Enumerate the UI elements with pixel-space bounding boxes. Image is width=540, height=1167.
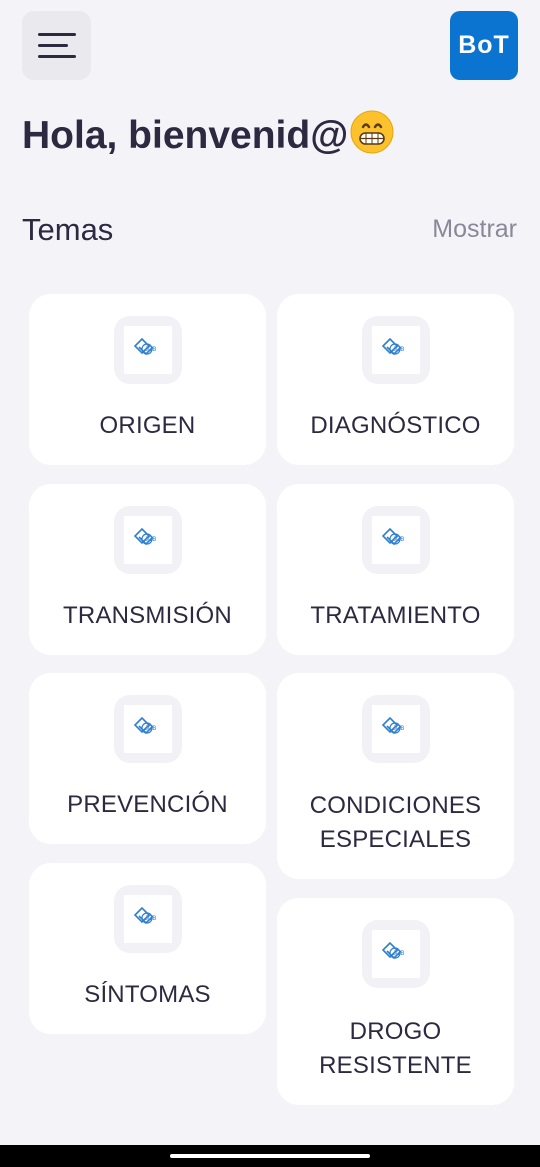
- topic-label-line: CONDICIONES: [309, 792, 482, 819]
- topic-card-diagnostico[interactable]: [277, 294, 514, 465]
- topic-icon-container: [114, 506, 182, 574]
- topic-card-tratamiento[interactable]: [277, 484, 514, 655]
- topic-card-sintomas[interactable]: [29, 863, 266, 1034]
- svg-text:JCB: JCB: [144, 916, 156, 922]
- topic-card-origen[interactable]: [29, 294, 266, 465]
- topic-label: TRANSMISIÓN: [63, 602, 232, 629]
- svg-text:JCB: JCB: [144, 537, 156, 543]
- jcb-logo-icon: [133, 337, 163, 363]
- topic-card-transmision[interactable]: [29, 484, 266, 655]
- topic-label: ORIGEN: [99, 412, 196, 439]
- bot-logo-text: BoT: [458, 31, 510, 59]
- topic-icon-container: [114, 885, 182, 953]
- home-indicator[interactable]: [170, 1154, 370, 1158]
- topic-card-prevencion[interactable]: [29, 673, 266, 844]
- topic-label: DIAGNÓSTICO: [310, 412, 481, 439]
- topic-label-line: RESISTENTE: [319, 1052, 472, 1079]
- topic-card-condiciones-especiales[interactable]: [277, 673, 514, 879]
- system-navigation-bar: [0, 1145, 540, 1167]
- svg-text:JCB: JCB: [392, 726, 404, 732]
- topic-icon-container: [362, 920, 430, 988]
- greeting-heading: [22, 110, 394, 160]
- greeting-text: Hola, bienvenid@: [22, 114, 349, 157]
- hamburger-menu-icon-bar: [38, 44, 68, 47]
- topic-label: [310, 789, 482, 857]
- jcb-logo-icon: [133, 527, 163, 553]
- jcb-logo-icon: [381, 337, 411, 363]
- topic-label: TRATAMIENTO: [310, 602, 481, 629]
- topic-icon-container: [362, 695, 430, 763]
- topics-section-title: Temas: [22, 212, 114, 247]
- show-topics-link[interactable]: Mostrar: [432, 215, 517, 243]
- jcb-logo-icon: [381, 716, 411, 742]
- jcb-logo-icon: [381, 941, 411, 967]
- topic-label: [319, 1015, 472, 1083]
- topic-card-drogo-resistente[interactable]: [277, 898, 514, 1105]
- menu-button[interactable]: [22, 11, 91, 80]
- hamburger-menu-icon: [38, 33, 76, 36]
- grinning-face-icon: [350, 110, 394, 154]
- svg-text:JCB: JCB: [144, 726, 156, 732]
- jcb-logo-icon: [133, 906, 163, 932]
- hamburger-menu-icon-bar: [38, 55, 76, 58]
- svg-text:JCB: JCB: [392, 951, 404, 957]
- jcb-logo-icon: [133, 716, 163, 742]
- bot-logo[interactable]: [450, 11, 518, 80]
- svg-text:JCB: JCB: [392, 537, 404, 543]
- topic-label-line: DROGO: [349, 1018, 442, 1045]
- topic-icon-container: [362, 506, 430, 574]
- topic-icon-container: [362, 316, 430, 384]
- svg-text:JCB: JCB: [392, 347, 404, 353]
- jcb-logo-icon: [381, 527, 411, 553]
- topic-label: PREVENCIÓN: [67, 791, 228, 818]
- status-bar: [0, 0, 540, 4]
- topic-label-line: ESPECIALES: [319, 826, 472, 853]
- topic-label: SÍNTOMAS: [84, 981, 211, 1008]
- svg-text:JCB: JCB: [144, 347, 156, 353]
- topic-icon-container: [114, 695, 182, 763]
- topic-icon-container: [114, 316, 182, 384]
